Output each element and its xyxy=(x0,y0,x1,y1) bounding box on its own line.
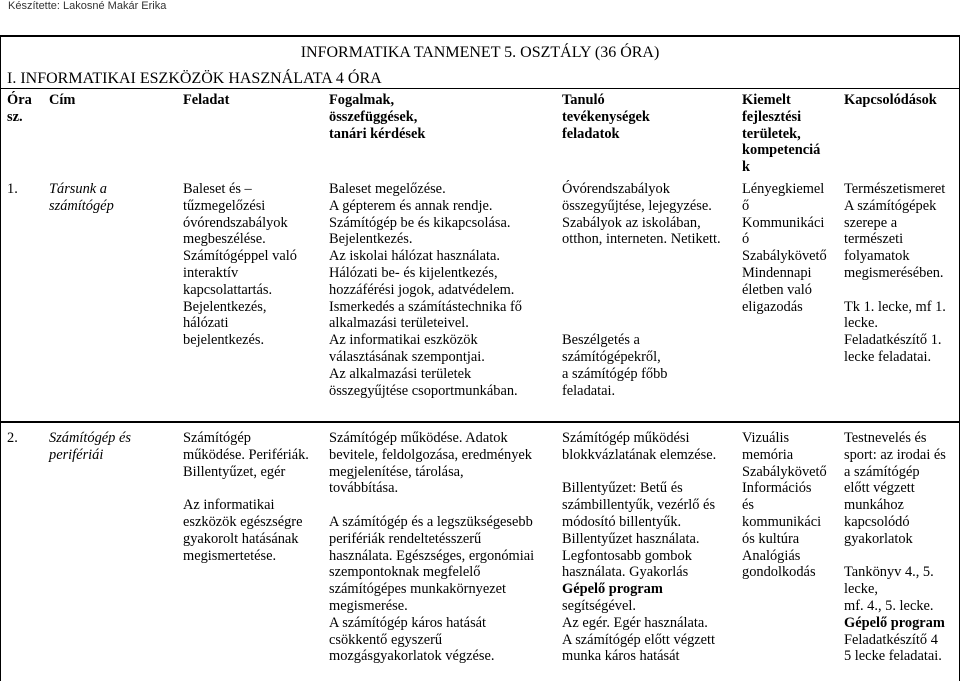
author-credit: Készítette: Lakosné Makár Erika xyxy=(8,0,167,12)
row2-kiemelt: Vizuális memória Szabálykövető Információs és kommunikáci ós kultúra Analógiás gondolkodás xyxy=(742,430,827,581)
row1-kapcsolodasok: Természetismeret A számítógépek szerepe a természeti folyamatok megismerésében. Tk 1. lecke, mf 1. lecke. Feladatkészítő 1. lecke feladatai. xyxy=(844,181,946,365)
row2-cim: Számítógép és perifériái xyxy=(49,430,131,463)
row1-fogalmak: Baleset megelőzése. A gépterem és annak rendje. Számítógép be és kikapcsolása. Bejelentkezés. Az iskolai hálózat használata. Hálózati be- és kijelentkezés, hozzáférési jogok, adatvédelem. Ismerkedés a számítástechnika fő alkalmazási területeivel. Az informatikai eszközök választásának szempontjai. Az alkalmazási területek összegyűjtése csoportmunkában. xyxy=(329,181,522,399)
row-divider xyxy=(0,421,960,423)
row2-kapcsolodasok xyxy=(844,430,946,665)
header-tanulo: Tanuló tevékenységek feladatok xyxy=(562,92,650,142)
row2-tanulo-text: Számítógép működési blokkvázlatának elemzése. Billentyűzet: Betű és számbillentyűk, vezérlő és módosító billentyűk. Billentyűzet használata. Legfontosabb gombok használata. Gyakorlás xyxy=(562,430,717,581)
row1-cim: Társunk a számítógép xyxy=(49,181,114,214)
row1-tanulo: Óvórendszabályok összegyűjtése, lejegyzése. Szabályok az iskolában, otthon, interneten. Netikett. Beszélgetés a számítógépekről, a számítógép főbb feladatai. xyxy=(562,181,721,399)
table-border-top xyxy=(0,35,960,37)
row1-feladat: Baleset és – tűzmegelőzési óvórendszabályok megbeszélése. Számítógéppel való interaktív kapcsolattartás. Bejelentkezés, hálózati bejelentkezés. xyxy=(183,181,297,349)
row2-tanulo-program: Gépelő program xyxy=(562,581,663,598)
section-divider xyxy=(0,88,960,89)
row2-kapcs-text: Testnevelés és sport: az irodai és a számítógép előtt végzett munkához kapcsolódó gyakorlatok Tankönyv 4., 5. lecke, mf. 4., 5. lecke. xyxy=(844,430,946,614)
header-kiemelt: Kiemelt fejlesztési területek, kompetenciá k xyxy=(742,92,821,176)
section-heading: I. INFORMATIKAI ESZKÖZÖK HASZNÁLATA 4 ÓRA xyxy=(7,70,382,87)
header-fogalmak: Fogalmak, összefüggések, tanári kérdések xyxy=(329,92,426,142)
row2-tanulo-text-cont: segítségével. Az egér. Egér használata. A számítógép előtt végzett munka káros hatását xyxy=(562,597,716,665)
document-title: INFORMATIKA TANMENET 5. OSZTÁLY (36 ÓRA) xyxy=(300,44,660,61)
row2-kapcs-program: Gépelő program xyxy=(844,614,945,631)
row1-ora: 1. xyxy=(7,181,18,197)
row1-kiemelt: Lényegkiemel ő Kommunikáci ó Szabálykövető Mindennapi életben való eligazodás xyxy=(742,181,827,315)
column-divider xyxy=(0,35,1,681)
row2-feladat: Számítógép működése. Perifériák. Billentyűzet, egér Az informatikai eszközök egészségre gyakorolt hatásának megismertetése. xyxy=(183,430,309,564)
row2-ora: 2. xyxy=(7,430,18,446)
row2-kapcs-text-cont: Feladatkészítő 4 5 lecke feladatai. xyxy=(844,631,942,665)
row2-tanulo xyxy=(562,430,716,665)
header-kapcsolodasok: Kapcsolódások xyxy=(844,92,937,108)
row2-fogalmak: Számítógép működése. Adatok bevitele, feldolgozása, eredmények megjelenítése, tárolása, továbbítása. A számítógép és a legszükségesebb perifériák rendeltetésszerű használata. Egészséges, ergonómiai szempontoknak megfelelő számítógépes munkakörnyezet megismerése. A számítógép káros hatását csökkentő egyszerű mozgásgyakorlatok végzése. xyxy=(329,430,535,665)
header-cim: Cím xyxy=(49,92,76,108)
header-ora: Óra sz. xyxy=(7,92,32,125)
header-feladat: Feladat xyxy=(183,92,230,108)
